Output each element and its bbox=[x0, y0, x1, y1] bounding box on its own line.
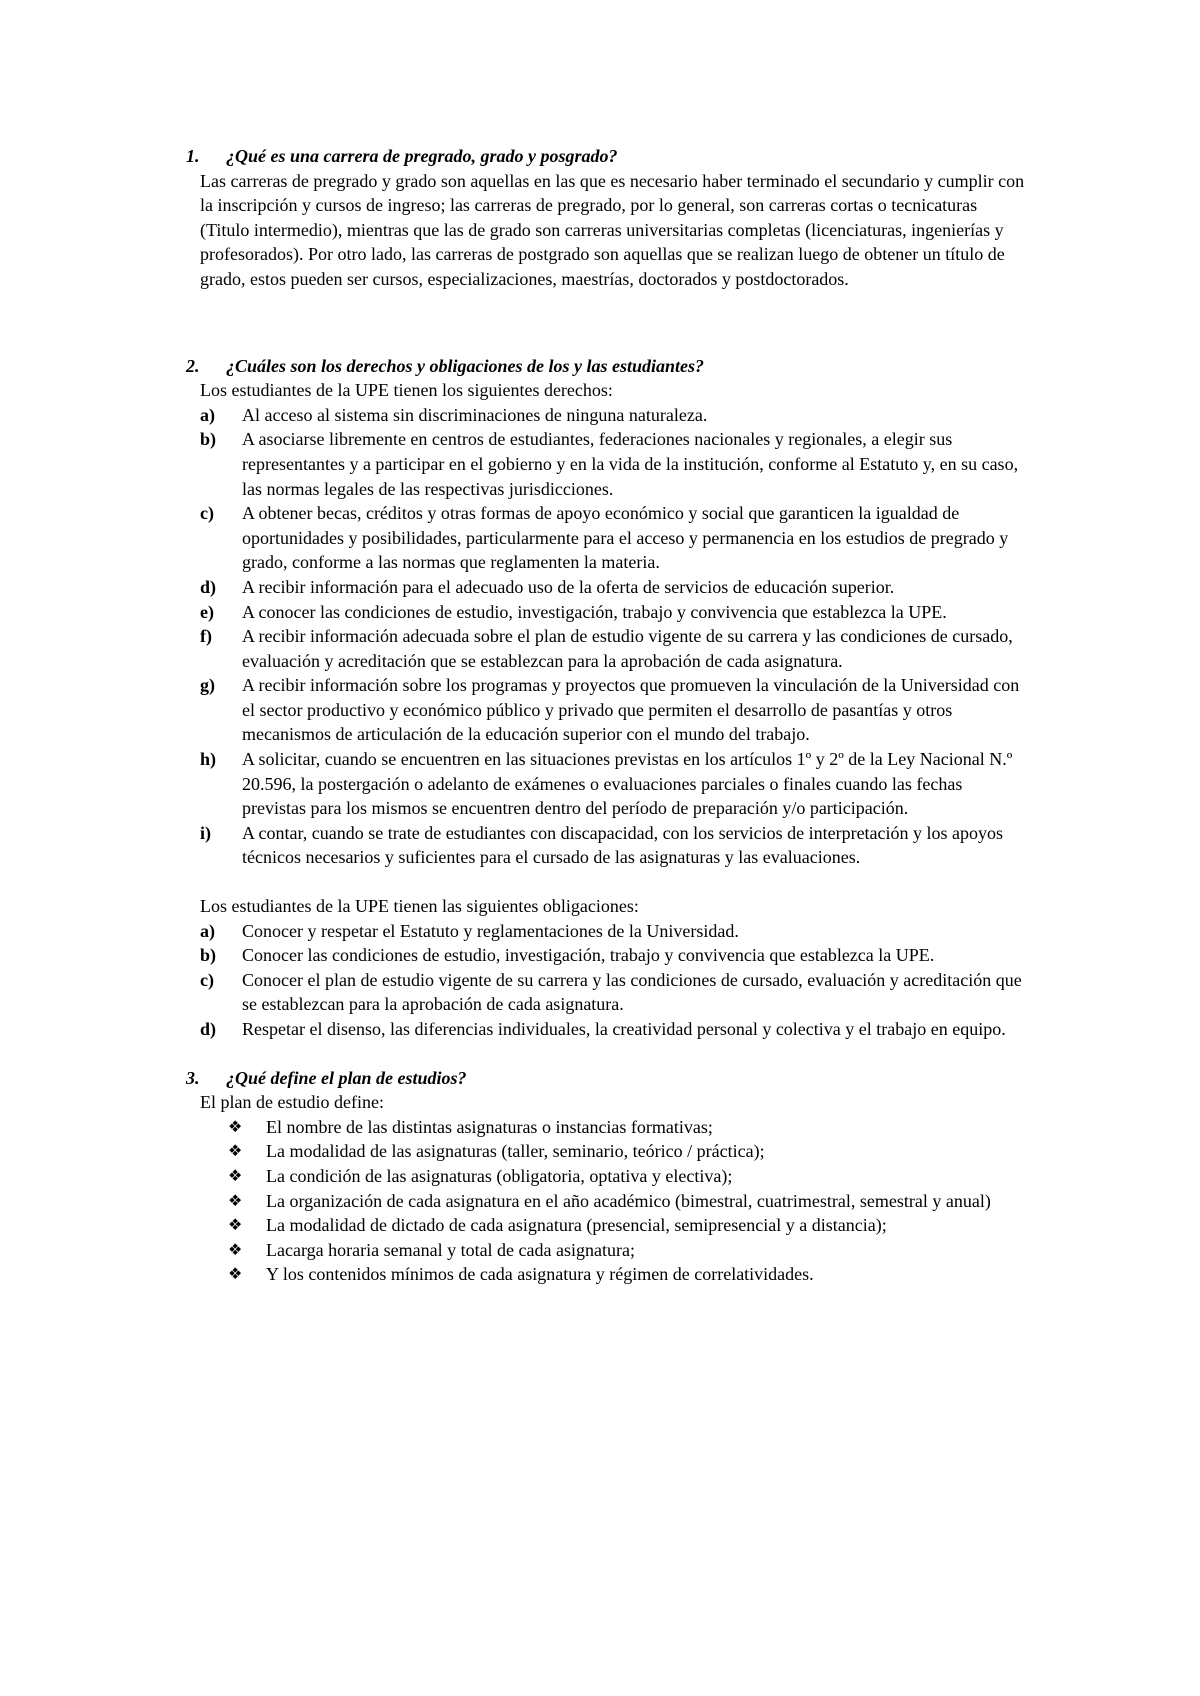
list-item bbox=[200, 747, 1022, 821]
section-2-number: 2. bbox=[186, 355, 200, 376]
section-1-number: 1. bbox=[186, 146, 200, 166]
list-item bbox=[200, 919, 1022, 944]
diamond-bullet-icon: ❖ bbox=[228, 1264, 243, 1284]
list-item-text: A asociarse libremente en centros de estudiantes, federaciones nacionales y regionales, a elegir sus representantes y a participar en el gobierno y en la vida de la institución, conforme al Estatuto y, en su caso, las normas legales de las respectivas jurisdicciones. bbox=[242, 429, 1019, 499]
list-item bbox=[200, 403, 1022, 428]
list-marker: f) bbox=[200, 626, 212, 647]
list-item-text: A recibir información adecuada sobre el plan de estudio vigente de su carrera y las condiciones de cursado, evaluación y acreditación que se establezcan para la aprobación de cada asignatura. bbox=[242, 626, 1013, 671]
list-item-text: La condición de las asignaturas (obligatoria, optativa y electiva); bbox=[266, 1165, 733, 1186]
list-item bbox=[228, 1238, 1022, 1263]
list-item-text: A contar, cuando se trate de estudiantes con discapacidad, con los servicios de interpretación y los apoyos técnicos necesarios y suficientes para el cursado de las asignaturas y las evaluaciones. bbox=[242, 822, 1004, 868]
list-marker: d) bbox=[200, 1019, 217, 1039]
list-marker: g) bbox=[200, 675, 215, 696]
list-item-text: La organización de cada asignatura en el año académico (bimestral, cuatrimestral, semestral y anual) bbox=[266, 1190, 991, 1211]
plan-intro: El plan de estudio define: bbox=[200, 1092, 384, 1113]
list-item-text: A conocer las condiciones de estudio, investigación, trabajo y convivencia que establezca la UPE. bbox=[242, 601, 947, 622]
list-item bbox=[200, 575, 1022, 600]
list-item-text: La modalidad de dictado de cada asignatura (presencial, semipresencial y a distancia); bbox=[266, 1215, 887, 1236]
list-item bbox=[200, 427, 1022, 501]
list-marker: b) bbox=[200, 429, 217, 450]
list-item bbox=[228, 1139, 1022, 1164]
list-item-text: A recibir información sobre los programas y proyectos que promueven la vinculación de la Universidad con el sector productivo y económico público y privado que permiten el desarrollo de pasantías y otros mecanismos de articulación de la educación superior con el mundo del trabajo. bbox=[242, 675, 1020, 745]
section-1-paragraph: Las carreras de pregrado y grado son aquellas en las que es necesario haber terminado el secundario y cumplir con la inscripción y cursos de ingreso; las carreras de pregrado, por lo general, son carreras cortas o tecnicaturas (Titulo intermedio), mientras que las de grado son carreras universitarias completas (licenciaturas, ingenierías y profesorados). Por otro lado, las carreras de postgrado son aquellas que se realizan luego de obtener un título de grado, estos pueden ser cursos, especializaciones, maestrías, doctorados y postdoctorados. bbox=[200, 170, 1025, 289]
list-item-text: Conocer y respetar el Estatuto y reglamentaciones de la Universidad. bbox=[242, 920, 739, 941]
list-item bbox=[228, 1115, 1022, 1140]
plan-items-list bbox=[0, 1115, 1200, 1287]
list-marker: b) bbox=[200, 945, 217, 966]
list-item bbox=[200, 1017, 1022, 1042]
obligations-intro: Los estudiantes de la UPE tienen las siguientes obligaciones: bbox=[200, 896, 639, 917]
section-1-title: ¿Qué es una carrera de pregrado, grado y posgrado? bbox=[226, 146, 618, 166]
list-item bbox=[200, 968, 1022, 1017]
list-marker: c) bbox=[200, 503, 214, 524]
list-item-text: El nombre de las distintas asignaturas o instancias formativas; bbox=[266, 1116, 713, 1137]
list-item bbox=[228, 1213, 1022, 1238]
obligations-list bbox=[0, 919, 1200, 1042]
list-item-text: Y los contenidos mínimos de cada asignatura y régimen de correlatividades. bbox=[266, 1264, 814, 1285]
list-item-text: A recibir información para el adecuado uso de la oferta de servicios de educación superior. bbox=[242, 576, 895, 597]
section-3-number: 3. bbox=[186, 1067, 200, 1088]
list-marker: i) bbox=[200, 822, 211, 843]
rights-list bbox=[0, 403, 1200, 870]
list-item-text: La modalidad de las asignaturas (taller, seminario, teórico / práctica); bbox=[266, 1141, 765, 1162]
list-item-text: A solicitar, cuando se encuentren en las situaciones previstas en los artículos 1º y 2º de la Ley Nacional N.º 20.596, la postergación o adelanto de exámenes o evaluaciones parciales o finales cuando las fechas previstas para los mismos se encuentren dentro del período de preparación y/o participación. bbox=[242, 749, 1013, 819]
document-content bbox=[0, 144, 1200, 1287]
diamond-bullet-icon: ❖ bbox=[228, 1141, 243, 1161]
list-item-text: Al acceso al sistema sin discriminaciones de ninguna naturaleza. bbox=[242, 404, 708, 425]
section-3-heading bbox=[186, 1066, 1046, 1091]
list-item bbox=[228, 1262, 1022, 1287]
section-2-title: ¿Cuáles son los derechos y obligaciones de los y las estudiantes? bbox=[226, 355, 705, 376]
list-item-text: A obtener becas, créditos y otras formas de apoyo económico y social que garanticen la igualdad de oportunidades y posibilidades, particularmente para el acceso y permanencia en los estudios de pregrado y grado, conforme a las normas que reglamenten la materia. bbox=[242, 503, 1009, 573]
list-item-text: Conocer las condiciones de estudio, investigación, trabajo y convivencia que establezca la UPE. bbox=[242, 945, 935, 966]
list-item bbox=[200, 624, 1022, 673]
list-item bbox=[200, 600, 1022, 625]
section-3-title: ¿Qué define el plan de estudios? bbox=[226, 1067, 467, 1088]
list-marker: d) bbox=[200, 576, 217, 597]
list-marker: c) bbox=[200, 969, 214, 990]
diamond-bullet-icon: ❖ bbox=[228, 1215, 243, 1235]
diamond-bullet-icon: ❖ bbox=[228, 1190, 243, 1210]
list-item-text: Respetar el disenso, las diferencias individuales, la creatividad personal y colectiva y el trabajo en equipo. bbox=[242, 1019, 1006, 1039]
list-item bbox=[200, 943, 1022, 968]
rights-intro: Los estudiantes de la UPE tienen los siguientes derechos: bbox=[200, 380, 613, 401]
list-marker: a) bbox=[200, 920, 215, 941]
list-marker: h) bbox=[200, 749, 217, 770]
list-item bbox=[228, 1189, 1022, 1214]
diamond-bullet-icon: ❖ bbox=[228, 1239, 243, 1259]
list-marker: e) bbox=[200, 601, 214, 622]
list-item bbox=[200, 501, 1022, 575]
list-marker: a) bbox=[200, 404, 215, 425]
diamond-bullet-icon: ❖ bbox=[228, 1116, 243, 1136]
diamond-bullet-icon: ❖ bbox=[228, 1165, 243, 1185]
section-1-heading bbox=[186, 144, 1046, 169]
list-item bbox=[200, 821, 1022, 870]
list-item-text: Lacarga horaria semanal y total de cada asignatura; bbox=[266, 1239, 635, 1260]
list-item-text: Conocer el plan de estudio vigente de su carrera y las condiciones de cursado, evaluación y acreditación que se establezcan para la aprobación de cada asignatura. bbox=[242, 969, 1022, 1015]
list-item bbox=[200, 673, 1022, 747]
list-item bbox=[228, 1164, 1022, 1189]
section-2-heading bbox=[186, 354, 1046, 379]
